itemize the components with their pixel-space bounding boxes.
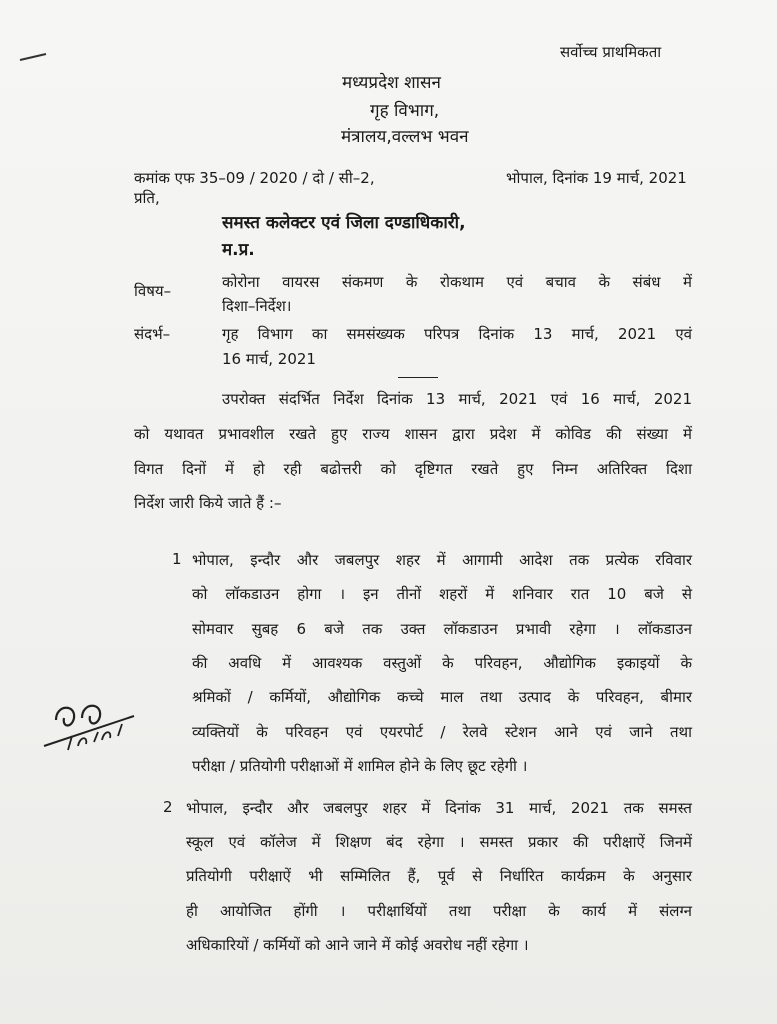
point-1-line-3: सोमवार सुबह 6 बजे तक उक्त लॉकडाउन प्रभावी रहेगा । लॉकडाउन xyxy=(192,620,692,638)
recipient-line-2: म.प्र. xyxy=(222,240,255,260)
reference-label: संदर्भ– xyxy=(134,325,171,343)
body-line-3: विगत दिनों में हो रही बढोत्तरी को दृष्टिगत रखते हुए निम्न अतिरिक्त दिशा xyxy=(134,460,692,478)
to-label: प्रति, xyxy=(134,189,160,207)
point-1-line-1: भोपाल, इन्दौर और जबलपुर शहर में आगामी आदेश तक प्रत्येक रविवार xyxy=(192,551,692,569)
point-2-line-5: अधिकारियों / कर्मियों को आने जाने में कोई अवरोध नहीं रहेगा । xyxy=(186,936,529,954)
point-2-line-2: स्कूल एवं कॉलेज में शिक्षण बंद रहेगा । समस्त प्रकार की परीक्षाऐं जिनमें xyxy=(186,833,692,851)
reference-number: कमांक एफ 35–09 / 2020 / दो / सी–2, xyxy=(134,169,375,187)
point-2-line-3: प्रतियोगी परीक्षाऐं भी सम्मिलित हैं, पूर्व से निर्धारित कार्यक्रम के अनुसार xyxy=(186,867,692,885)
header-line-2: गृह विभाग, xyxy=(370,101,440,121)
body-line-4: निर्देश जारी किये जाते हैं :– xyxy=(134,494,282,512)
point-1-line-2: को लॉकडाउन होगा । इन तीनों शहरों में शनिवार रात 10 बजे से xyxy=(192,585,692,603)
handwritten-annotation xyxy=(42,688,142,758)
body-line-1: उपरोक्त संदर्भित निर्देश दिनांक 13 मार्च, 2021 एवं 16 मार्च, 2021 xyxy=(222,390,692,408)
place-date: भोपाल, दिनांक 19 मार्च, 2021 xyxy=(506,169,687,187)
point-2-line-4: ही आयोजित होंगी । परीक्षार्थियों तथा परीक्षा के कार्य में संलग्न xyxy=(186,902,692,920)
point-1-line-6: व्यक्तियों के परिवहन एवं एयरपोर्ट / रेलवे स्टेशन आने एवं जाने तथा xyxy=(192,723,692,741)
body-line-2: को यथावत प्रभावशील रखते हुए राज्य शासन द्वारा प्रदेश में कोविड की संख्या में xyxy=(134,425,692,443)
pen-mark xyxy=(18,50,50,64)
reference-line-2: 16 मार्च, 2021 xyxy=(222,350,316,368)
subject-line-2: दिशा–निर्देश। xyxy=(222,297,292,315)
point-1-line-7: परीक्षा / प्रतियोगी परीक्षाओं में शामिल होने के लिए छूट रहेगी । xyxy=(192,757,528,775)
header-line-3: मंत्रालय,वल्लभ भवन xyxy=(341,127,469,147)
header-line-1: मध्यप्रदेश शासन xyxy=(342,73,441,93)
priority-label: सर्वोच्च प्राथमिकता xyxy=(560,43,662,61)
point-1-number: 1 xyxy=(172,550,182,568)
point-1-line-4: की अवधि में आवश्यक वस्तुओं के परिवहन, औद्योगिक इकाइयों के xyxy=(192,654,692,672)
point-2-line-1: भोपाल, इन्दौर और जबलपुर शहर में दिनांक 31 मार्च, 2021 तक समस्त xyxy=(186,799,692,817)
point-1-line-5: श्रमिकों / कर्मियों, औद्योगिक कच्चे माल तथा उत्पाद के परिवहन, बीमार xyxy=(192,688,692,706)
subject-line-1: कोरोना वायरस संकमण के रोकथाम एवं बचाव के संबंध में xyxy=(222,273,692,291)
recipient-line-1: समस्त कलेक्टर एवं जिला दण्डाधिकारी, xyxy=(222,213,466,233)
reference-line-1: गृह विभाग का समसंख्यक परिपत्र दिनांक 13 मार्च, 2021 एवं xyxy=(222,325,692,343)
point-2-number: 2 xyxy=(163,798,173,816)
divider xyxy=(398,377,438,378)
subject-label: विषय– xyxy=(134,282,172,300)
